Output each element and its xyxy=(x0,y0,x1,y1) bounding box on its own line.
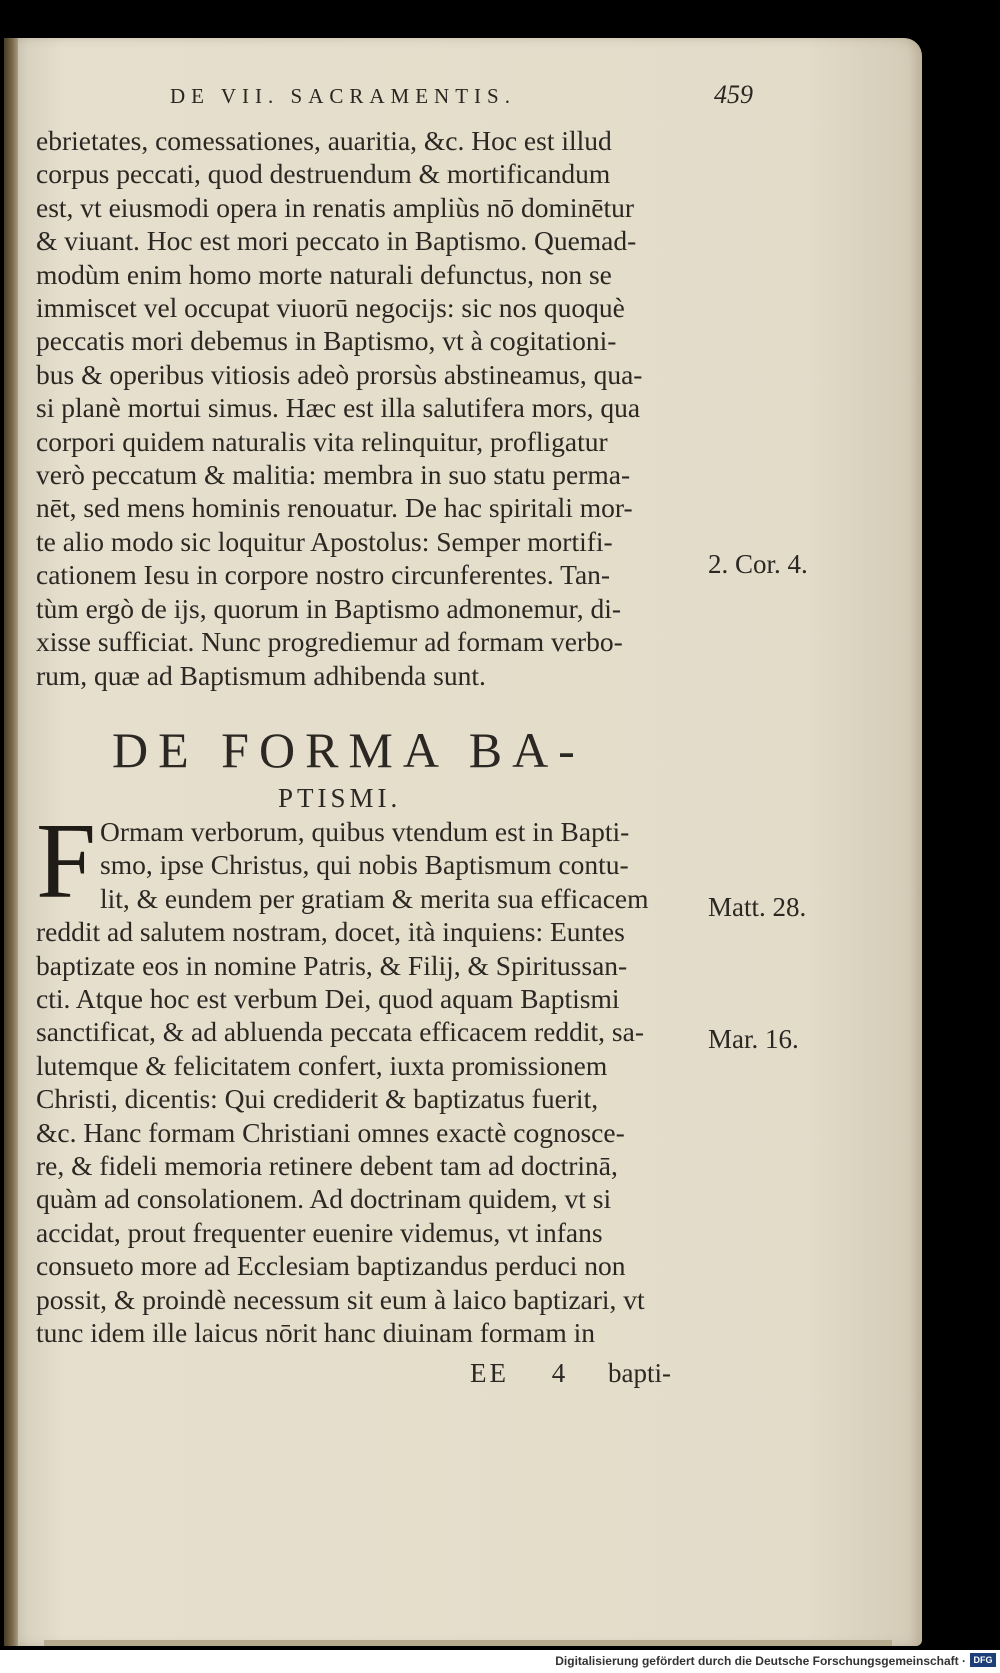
text-line: peccatis mori debemus in Baptismo, vt à cogitationi- xyxy=(36,325,617,357)
page-bottom-edge xyxy=(44,1640,892,1646)
digitization-footer xyxy=(0,1650,1000,1673)
text-line: quàm ad consolationem. Ad doctrinam quidem, vt si xyxy=(36,1183,612,1215)
text-line: sanctificat, & ad abluenda peccata efficacem reddit, sa- xyxy=(36,1016,644,1048)
text-line: si planè mortui simus. Hæc est illa salutifera mors, qua xyxy=(36,392,641,424)
text-line: &c. Hanc formam Christiani omnes exactè cognosce- xyxy=(36,1116,625,1148)
margin-note-matt: Matt. 28. xyxy=(708,892,807,922)
text-line: accidat, prout frequenter euenire videmus, vt infans xyxy=(36,1216,603,1248)
dfg-logo-icon: DFG xyxy=(970,1653,996,1667)
margin-note-2-cor: 2. Cor. 4. xyxy=(708,549,808,579)
text-line: xisse sufficiat. Nunc progrediemur ad formam verbo- xyxy=(36,626,623,658)
text-line: Ormam verborum, quibus vtendum est in Bapti- xyxy=(100,816,630,847)
section-heading-line-2: PTISMI. xyxy=(278,783,402,813)
text-line: corpus peccati, quod destruendum & mortificandum xyxy=(36,158,611,190)
text-line: ebrietates, comessationes, auaritia, &c. Hoc est illud xyxy=(36,125,612,156)
text-line: tunc idem ille laicus nōrit hanc diuinam formam in xyxy=(36,1317,596,1349)
funding-credit: Digitalisierung gefördert durch die Deutsche Forschungsgemeinschaft · xyxy=(555,1654,966,1668)
text-line: reddit ad salutem nostram, docet, ità inquiens: Euntes xyxy=(36,916,625,948)
text-line: rum, quæ ad Baptismum adhibenda sunt. xyxy=(36,659,486,691)
paragraph-2 xyxy=(36,815,704,1350)
text-line: immiscet vel occupat viuorū negocijs: sic nos quoquè xyxy=(36,292,625,324)
text-line: lutemque & felicitatem confert, iuxta promissionem xyxy=(36,1049,608,1081)
text-line: & viuant. Hoc est mori peccato in Baptismo. Quemad- xyxy=(36,225,637,257)
signature-line xyxy=(470,1358,710,1389)
text-line: re, & fideli memoria retinere debent tam ad doctrinā, xyxy=(36,1150,618,1182)
text-line: baptizate eos in nomine Patris, & Filij, & Spiritussan- xyxy=(36,949,628,981)
text-line: possit, & proindè necessum sit eum à laico baptizari, vt xyxy=(36,1283,645,1315)
running-head: DE VII. SACRAMENTIS. xyxy=(170,84,516,108)
text-line: cti. Atque hoc est verbum Dei, quod aquam Baptismi xyxy=(36,983,620,1015)
page-number: 459 xyxy=(714,80,753,109)
text-line: smo, ipse Christus, qui nobis Baptismum contu- xyxy=(100,849,629,881)
text-line: modùm enim homo morte naturali defunctus, non se xyxy=(36,258,612,290)
text-line: tùm ergò de ijs, quorum in Baptismo admonemur, di- xyxy=(36,592,621,624)
text-line: nēt, sed mens hominis renouatur. De hac spiritali mor- xyxy=(36,492,633,524)
drop-cap-initial: F xyxy=(36,802,97,921)
text-line: te alio modo sic loquitur Apostolus: Semper mortifi- xyxy=(36,525,613,557)
signature-number: 4 xyxy=(551,1358,566,1388)
text-line: Christi, dicentis: Qui crediderit & baptizatus fuerit, xyxy=(36,1083,599,1115)
text-line: bus & operibus vitiosis adeò prorsùs abstineamus, qua- xyxy=(36,358,643,390)
text-line: cationem Iesu in corpore nostro circunferentes. Tan- xyxy=(36,559,611,591)
text-line: consueto more ad Ecclesiam baptizandus perduci non xyxy=(36,1250,626,1282)
text-line: est, vt eiusmodi opera in renatis ampliùs nō dominētur xyxy=(36,191,635,223)
text-line: lit, & eundem per gratiam & merita sua efficacem xyxy=(100,882,649,914)
text-line: verò peccatum & malitia: membra in suo statu perma- xyxy=(36,459,631,491)
section-heading-line-1: DE FORMA BA- xyxy=(112,722,585,778)
signature-mark: EE xyxy=(470,1358,509,1388)
margin-note-mar: Mar. 16. xyxy=(708,1024,799,1054)
catchword: bapti- xyxy=(608,1358,671,1388)
page-spine-shadow xyxy=(4,38,18,1646)
text-line: corpori quidem naturalis vita relinquitur, profligatur xyxy=(36,425,608,457)
paragraph-1 xyxy=(36,124,704,692)
